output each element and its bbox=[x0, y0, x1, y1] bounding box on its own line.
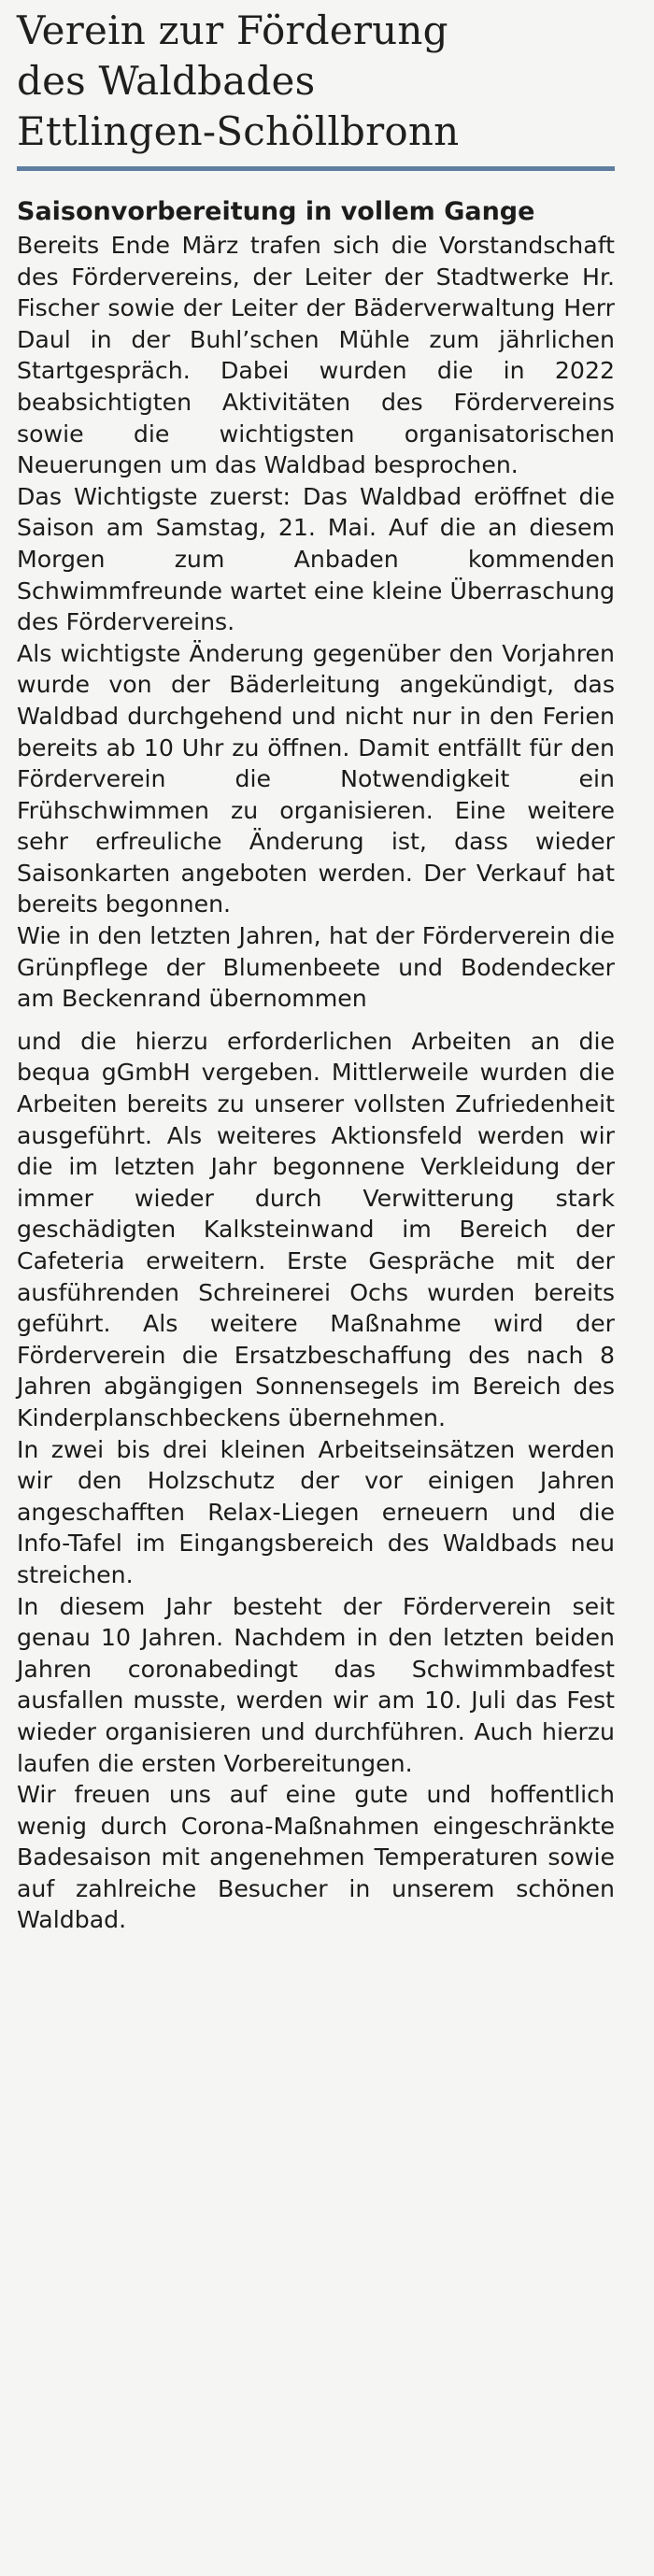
heading-divider bbox=[17, 166, 615, 171]
article-paragraph: Das Wichtigste zuerst: Das Waldbad eröffnet die Saison am Samstag, 21. Mai. Auf die an diesem Morgen zum Anbaden kommenden Schwimmfreunde wartet eine kleine Überraschung des Fördervereins. bbox=[17, 482, 615, 636]
article-paragraph: Wie in den letzten Jahren, hat der Förderverein die Grünpflege der Blumenbeete und Bodendecker am Beckenrand übernommen bbox=[17, 922, 615, 1013]
heading-line: Verein zur Förderung bbox=[17, 7, 448, 53]
column-gap bbox=[17, 1015, 615, 1026]
heading-line: Ettlingen-Schöllbronn bbox=[17, 108, 460, 154]
article bbox=[17, 196, 615, 1936]
article-paragraph: Als wichtigste Änderung gegenüber den Vorjahren wurde von der Bäderleitung angekündigt, das Waldbad durchgehend und nicht nur in den Ferien bereits ab 10 Uhr zu öffnen. Damit entfällt für den Förderverein die Notwendigkeit ein Frühschwimmen zu organisieren. Eine weitere sehr erfreuliche Änderung ist, dass wieder Saisonkarten angeboten werden. Der Verkauf hat bereits begonnen. bbox=[17, 639, 615, 918]
association-heading bbox=[17, 6, 615, 157]
heading-line: des Waldbades bbox=[17, 58, 316, 104]
article-paragraph: Wir freuen uns auf eine gute und hoffentlich wenig durch Corona-Maßnahmen eingeschränkte Badesaison mit angenehmen Temperaturen sowie auf zahlreiche Besucher in unserem schönen Waldbad. bbox=[17, 1781, 615, 1934]
article-paragraph: In zwei bis drei kleinen Arbeitseinsätzen werden wir den Holzschutz der vor einigen Jahren angeschafften Relax-Liegen erneuern und die Info-Tafel im Eingangsbereich des Waldbads neu streichen. bbox=[17, 1435, 615, 1588]
article-paragraph: In diesem Jahr besteht der Förderverein seit genau 10 Jahren. Nachdem in den letzten beiden Jahren coronabedingt das Schwimmbadfest ausfallen musste, werden wir am 10. Juli das Fest wieder organisieren und durchführen. Auch hierzu laufen die ersten Vorbereitungen. bbox=[17, 1592, 615, 1777]
article-paragraph: Bereits Ende März trafen sich die Vorstandschaft des Fördervereins, der Leiter der Stadtwerke Hr. Fischer sowie der Leiter der Bäderverwaltung Herr Daul in der Buhl’schen Mühle zum jährlichen Startgespräch. Dabei wurden die in 2022 beabsichtigten Aktivitäten des Fördervereins sowie die wichtigsten organisatorischen Neuerungen um das Waldbad besprochen. bbox=[17, 232, 615, 479]
article-headline: Saisonvorbereitung in vollem Gange bbox=[17, 197, 535, 226]
article-paragraph: und die hierzu erforderlichen Arbeiten an die bequa gGmbH vergeben. Mittlerweile wurden die Arbeiten bereits zu unserer vollsten Zufriedenheit ausgeführt. Als weiteres Aktionsfeld werden wir die im letzten Jahr begonnene Verkleidung der immer wieder durch Verwitterung stark geschädigten Kalksteinwand im Bereich der Cafeteria erweitern. Erste Gespräche mit der ausführenden Schreinerei Ochs wurden bereits geführt. Als weitere Maßnahme wird der Förderverein die Ersatzbeschaffung des nach 8 Jahren abgängigen Sonnensegels im Bereich des Kinderplanschbeckens übernehmen. bbox=[17, 1027, 615, 1431]
